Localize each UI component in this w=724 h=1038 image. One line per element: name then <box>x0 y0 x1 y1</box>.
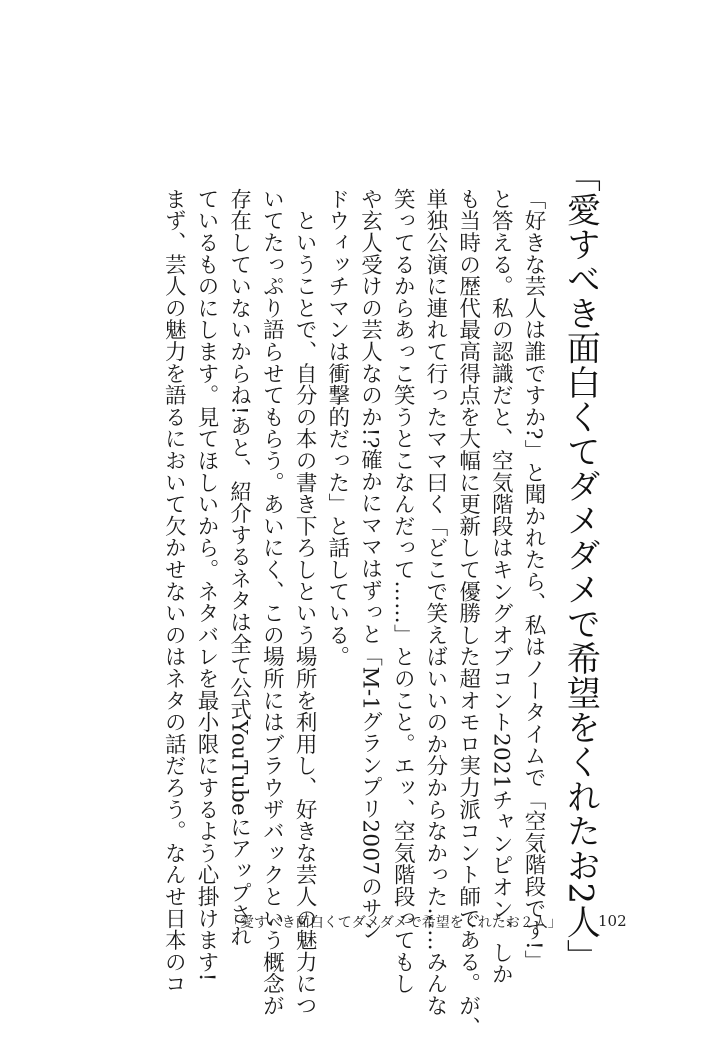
text-column: 存在していないからね!あと、紹介するネタは全て公式YouTubeにアップされ <box>226 188 252 947</box>
text-column: ということで、自分の本の書き下ろしという場所を利用し、好きな芸人の魅力につ <box>292 188 318 1017</box>
text-column: や玄人受けの芸人なのか!?確かにママはずっと「M-1グランプリ2007のサン <box>357 188 383 941</box>
text-column: いてたっぷり語らせてもらう。あいにく、この場所にはブラウザバックという概念が <box>259 188 285 1017</box>
text-column: と答える。私の認識だと、空気階段はキングオブコント2021チャンピオン、しか <box>488 188 514 986</box>
text-column: 「好きな芸人は誰ですか?」と聞かれたら、私はノータイムで「空気階段です!」 <box>521 188 546 972</box>
text-column: ているものにします。見てほしいから。ネタバレを最小限にするよう心掛けます! <box>193 188 219 982</box>
chapter-title: 「愛すべき面白くてダメダメで希望をくれたお2人」 <box>560 158 601 974</box>
text-column: も当時の歴代最高得点を大幅に更新して優勝した超オモロ実力派コント師である。が、 <box>455 188 481 1038</box>
text-column: まず、芸人の魅力を語るにおいて欠かせないのはネタの話だろう。なんせ日本のコ <box>161 188 187 995</box>
page-number: 102 <box>598 912 627 930</box>
text-column: ドウィッチマンは衝撃的だった」と話している。 <box>324 188 350 668</box>
text-column: 単独公演に連れて行ったママ曰く「どこで笑えばいいのか分からなかった……みんな <box>422 188 448 1017</box>
running-title: 「愛すべき面白くてダメダメで希望をくれたお２人」 <box>226 915 562 931</box>
text-column: 笑ってるからあっこ笑うとこなんだって……」とのこと。エッ、空気階段ってもし <box>390 188 416 995</box>
page-footer <box>226 912 646 936</box>
